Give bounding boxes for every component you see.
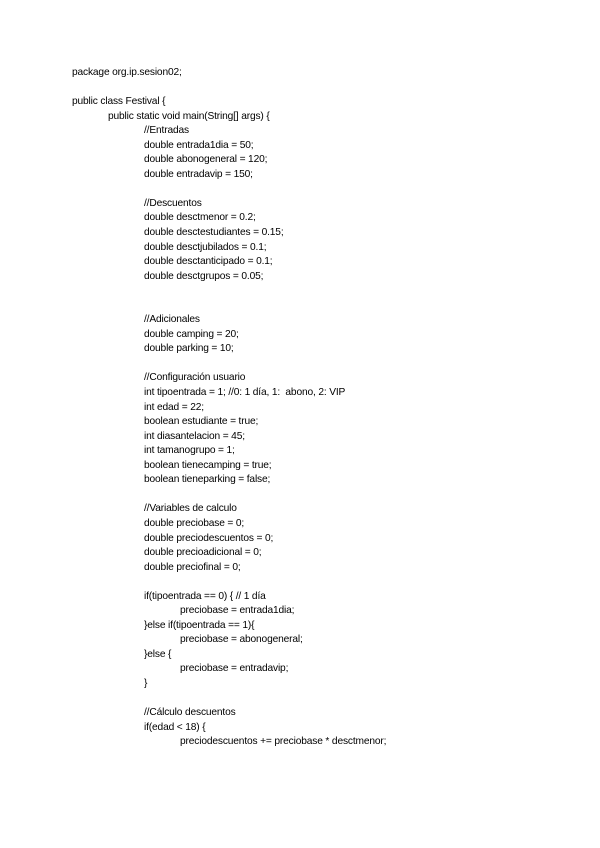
code-line — [72, 692, 572, 707]
code-line: if(tipoentrada == 0) { // 1 día — [144, 590, 266, 602]
code-line: int tamanogrupo = 1; — [144, 445, 235, 457]
source-code-listing — [72, 66, 572, 750]
code-line: double desctanticipado = 0.1; — [144, 256, 273, 268]
code-line: boolean tienecamping = true; — [144, 459, 272, 471]
code-line: preciobase = abonogeneral; — [180, 634, 303, 646]
code-line: //Configuración usuario — [144, 372, 246, 384]
code-line: //Variables de calculo — [144, 503, 237, 515]
code-line: double desctgrupos = 0.05; — [144, 270, 264, 282]
code-line: package org.ip.sesion02; — [72, 67, 182, 78]
code-line: double entrada1dia = 50; — [144, 139, 254, 151]
code-line — [72, 182, 572, 197]
code-line: double preciofinal = 0; — [144, 561, 241, 573]
code-line: double preciodescuentos = 0; — [144, 532, 274, 544]
code-line: preciobase = entrada1dia; — [180, 605, 295, 617]
code-line: public class Festival { — [72, 96, 166, 108]
code-line: double parking = 10; — [144, 343, 234, 355]
code-line: double desctjubilados = 0.1; — [144, 241, 267, 253]
code-line — [72, 575, 572, 590]
code-line: } — [144, 677, 148, 689]
code-line: //Descuentos — [144, 197, 202, 209]
code-line — [72, 488, 572, 503]
code-line: //Adicionales — [144, 314, 200, 326]
code-line: double desctestudiantes = 0.15; — [144, 227, 284, 239]
code-line: int diasantelacion = 45; — [144, 430, 245, 442]
code-line: double precioadicional = 0; — [144, 547, 262, 559]
code-line — [72, 299, 572, 314]
code-line — [72, 81, 572, 96]
code-line: double entradavip = 150; — [144, 168, 253, 180]
code-line: //Cálculo descuentos — [144, 707, 236, 719]
code-line: int tipoentrada = 1; //0: 1 día, 1: abono, 2: VIP — [144, 387, 346, 399]
code-line: double desctmenor = 0.2; — [144, 212, 256, 224]
code-line — [72, 357, 572, 372]
code-line: boolean tieneparking = false; — [144, 474, 271, 486]
code-line: preciodescuentos += preciobase * desctmenor; — [180, 736, 387, 748]
code-line: //Entradas — [144, 125, 189, 137]
code-line: public static void main(String[] args) { — [108, 110, 270, 122]
code-line: }else { — [144, 648, 172, 660]
code-line: double preciobase = 0; — [144, 517, 245, 529]
code-line: int edad = 22; — [144, 401, 204, 413]
code-line: }else if(tipoentrada == 1){ — [144, 619, 255, 631]
code-line: boolean estudiante = true; — [144, 416, 259, 428]
code-line: double camping = 20; — [144, 328, 239, 340]
code-line: double abonogeneral = 120; — [144, 154, 268, 166]
code-line: if(edad < 18) { — [144, 721, 206, 733]
code-line: preciobase = entradavip; — [180, 663, 289, 675]
code-line — [72, 284, 572, 299]
